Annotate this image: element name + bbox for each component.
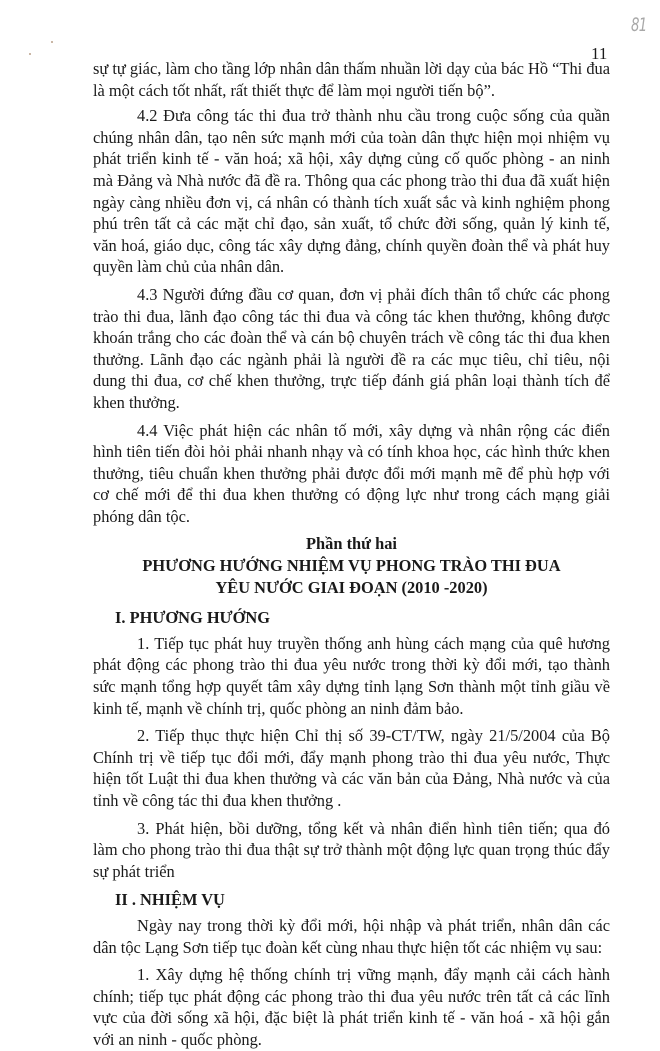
section2-item-1: 1. Xây dựng hệ thống chính trị vững mạnh, đẩy mạnh cải cách hành chính; tiếp tục phát động các phong trào thi đua yêu nước trên tất cả các lĩnh vực của đời sống xã hội, đặc biệt là phát triển kinh tế - văn hoá - xã hội gắn với an ninh - quốc phòng. bbox=[93, 965, 610, 1049]
scan-speck bbox=[51, 41, 53, 43]
part-title-line-1: PHƯƠNG HƯỚNG NHIỆM VỤ PHONG TRÀO THI ĐUA bbox=[142, 556, 561, 576]
paragraph-4-2: 4.2 Đưa công tác thi đua trở thành nhu cầu trong cuộc sống của quần chúng nhân dân, tạo nên sức mạnh mới của toàn dân thực hiện mọi nhiệm vụ phát triển kinh tế - văn hoá; xã hội, xây dựng củng cố quốc phòng - an ninh mà Đảng và Nhà nước đã đề ra. Thông qua các phong trào thi đua đã xuất hiện ngày càng nhiều đơn vị, cá nhân có thành tích xuất sắc và kinh nghiệm phong phú trên tất cả các mặt chỉ đạo, sản xuất, tổ chức đời sống, quản lý kinh tế, văn hoá, giáo dục, công tác xây dựng đảng, chính quyền đoàn thể và phát huy quyền làm chủ của nhân dân. bbox=[93, 106, 610, 277]
section-heading-phuong-huong: I. PHƯƠNG HƯỚNG bbox=[115, 608, 270, 628]
part-title-line-2: YÊU NƯỚC GIAI ĐOẠN (2010 -2020) bbox=[215, 577, 488, 597]
page-number: 11 bbox=[591, 44, 608, 63]
part-label: Phần thứ hai bbox=[306, 534, 397, 554]
section1-item-3: 3. Phát hiện, bồi dưỡng, tổng kết và nhân điển hình tiên tiến; qua đó làm cho phong trào thi đua thật sự trở thành một động lực quan trọng thúc đẩy sự phát triển bbox=[93, 818, 610, 881]
paragraph-4-4: 4.4 Việc phát hiện các nhân tố mới, xây dựng và nhân rộng các điển hình tiên tiến đòi hỏi phải nhanh nhạy và có tính khoa học, các hình thức khen thưởng, tiêu chuẩn khen thưởng phải được đổi mới mạnh mẽ để phù hợp với cơ chế mới để thi đua khen thưởng có động lực như trong cách mạng giải phóng dân tộc. bbox=[93, 420, 610, 526]
section1-item-2: 2. Tiếp thục thực hiện Chỉ thị số 39-CT/TW, ngày 21/5/2004 của Bộ Chính trị về tiếp tục đổi mới, đẩy mạnh phong trào thi đua yêu nước, Thực hiện tốt Luật thi đua khen thưởng và các văn bản của Đảng, Nhà nước và của tỉnh về công tác thi đua khen thưởng . bbox=[93, 726, 610, 810]
scan-speck bbox=[29, 53, 31, 55]
paragraph-4-3: 4.3 Người đứng đầu cơ quan, đơn vị phải đích thân tổ chức các phong trào thi đua, lãnh đạo công tác thi đua và công tác khen thưởng, không được khoán trắng cho các đoàn thể và cán bộ chuyên trách về công tác thi đua khen thưởng. Lãnh đạo các ngành phải là người đề ra các mục tiêu, chỉ tiêu, nội dung thi đua, cơ chế khen thưởng, trực tiếp đánh giá phân loại thành tích để khen thưởng. bbox=[93, 284, 610, 412]
paragraph-continuation: sự tự giác, làm cho tầng lớp nhân dân thấm nhuần lời dạy của bác Hồ “Thi đua là một cách tốt nhất, rất thiết thực để làm mọi người tiến bộ”. bbox=[93, 59, 610, 100]
section-heading-nhiem-vu: II . NHIỆM VỤ bbox=[115, 890, 225, 910]
section1-item-1: 1. Tiếp tục phát huy truyền thống anh hùng cách mạng của quê hương phát động các phong trào thi đua yêu nước trong thời kỳ đổi mới, tạo thành sức mạnh tổng hợp quyết tâm xây dựng tỉnh lạng Sơn thành một tỉnh giầu về kinh tế, mạnh về chính trị, quốc phòng an ninh đảm bảo. bbox=[93, 633, 610, 718]
section2-intro: Ngày nay trong thời kỳ đổi mới, hội nhập và phát triển, nhân dân các dân tộc Lạng Sơn tiếp tục đoàn kết cùng nhau thực hiện tốt các nhiệm vụ sau: bbox=[93, 915, 610, 957]
handwritten-folio-number: 81 bbox=[631, 14, 647, 36]
document-body bbox=[93, 58, 610, 1051]
